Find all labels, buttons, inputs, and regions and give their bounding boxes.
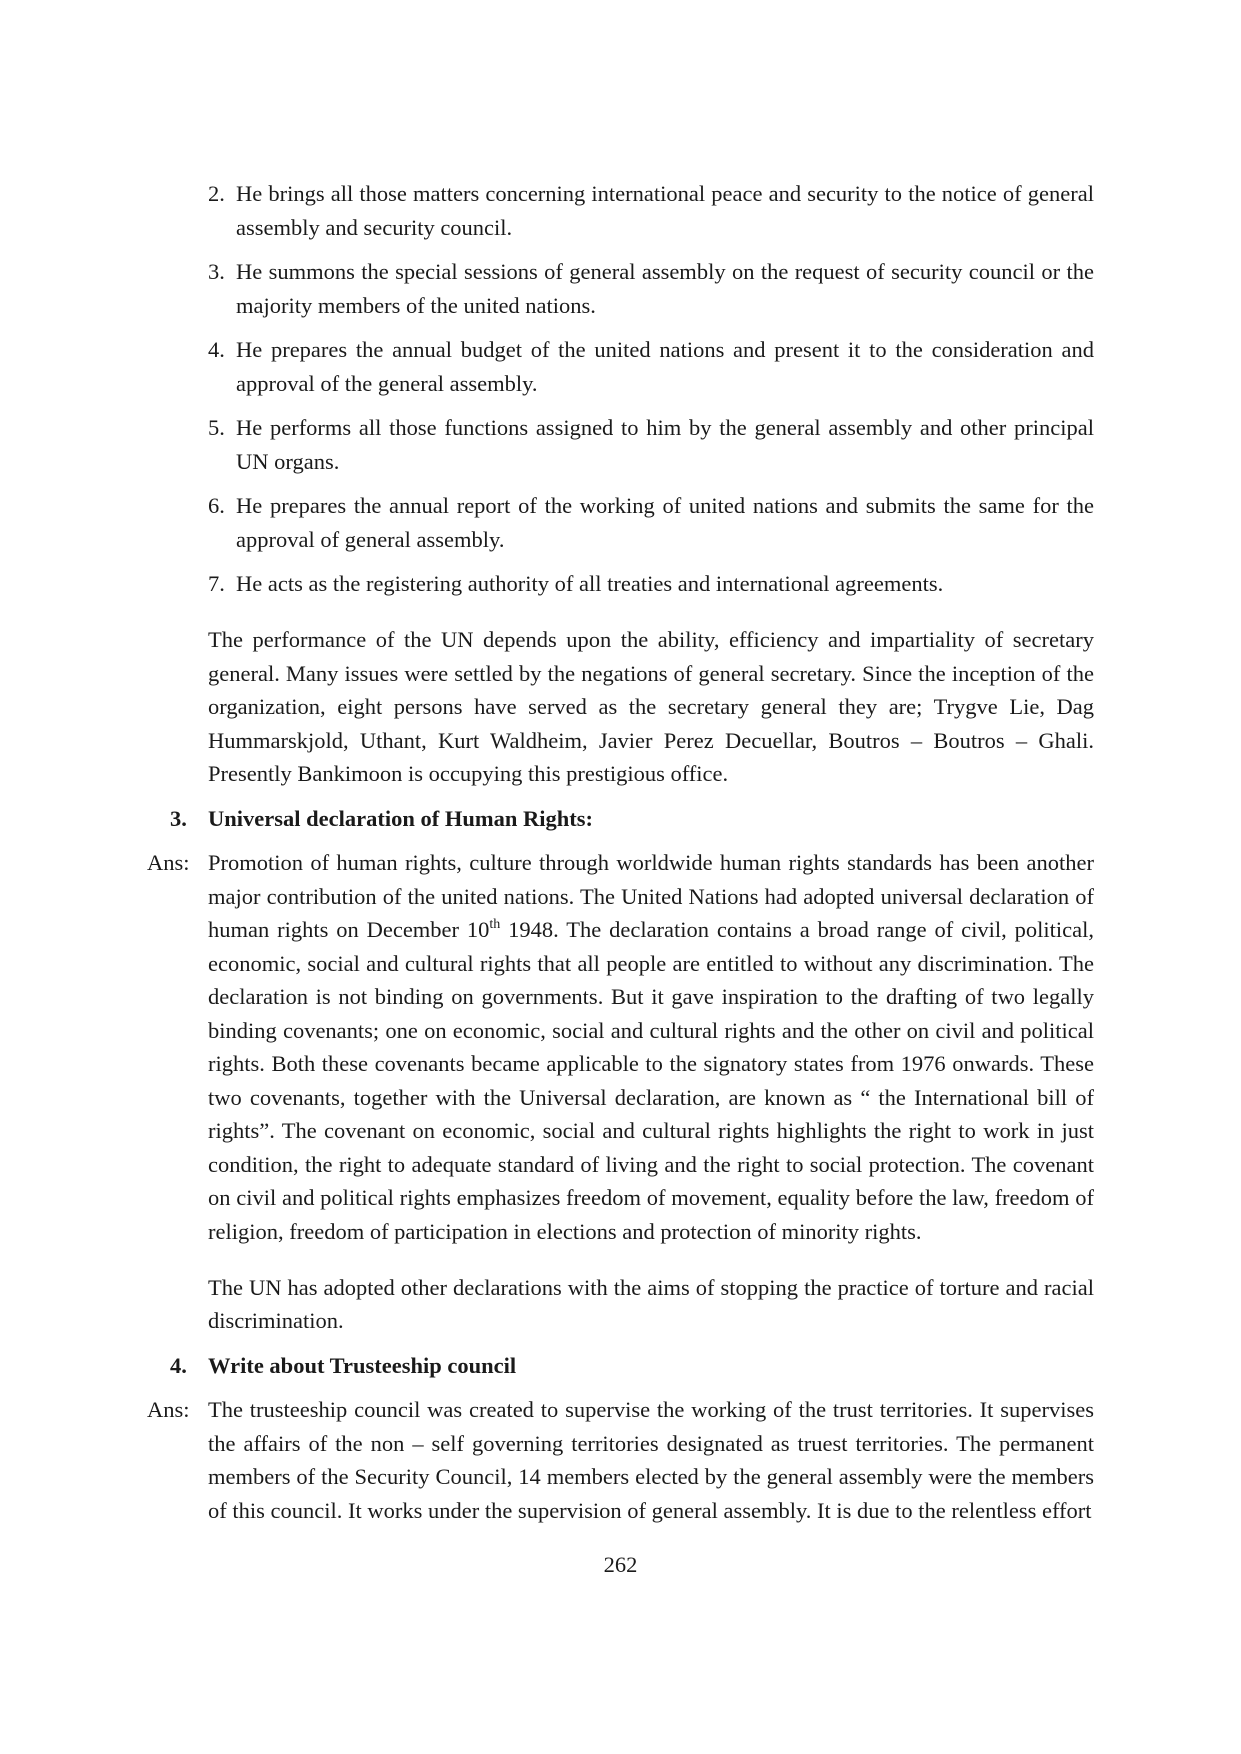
list-number: 7. (208, 571, 225, 596)
question-title: Write about Trusteeship council (208, 1352, 517, 1378)
answer-text-part-2: 1948. The declaration contains a broad range of civil, political, economic, social and cultural rights that all people are entitled to without any discrimination. The declaration is not binding on governments. But it gave inspiration to the drafting of two legally binding covenants; one on economic, social and cultural rights and the other on civil and political rights. Both these covenants became applicable to the signatory states from 1976 onwards. These two covenants, together with the Universal declaration, are known as “ the International bill of rights”. The covenant on economic, social and cultural rights highlights the right to work in just condition, the right to adequate standard of living and the right to social protection. The covenant on civil and political rights emphasizes freedom of movement, equality before the law, freedom of religion, freedom of participation in elections and protection of minority rights. (208, 917, 1094, 1244)
answer-4 (147, 1393, 1094, 1527)
answer-label: Ans: (147, 1397, 190, 1422)
question-heading-3 (170, 802, 1094, 836)
page-content (0, 177, 1241, 1538)
answer-3-follow-up: The UN has adopted other declarations with the aims of stopping the practice of torture and racial discrimination. (208, 1274, 1094, 1333)
list-text: He prepares the annual report of the working of united nations and submits the same for the approval of general assembly. (236, 493, 1094, 552)
list-number: 6. (208, 493, 225, 518)
answer-text-part-1: Promotion of human rights, culture through worldwide human rights standards has been another major contribution of the united nations. The United Nations had adopted universal declaration of human rights on December 10 (208, 850, 1094, 942)
list-item-7 (208, 567, 1094, 601)
answer-text: The trusteeship council was created to supervise the working of the trust territories. It supervises the affairs of the non – self governing territories designated as truest territories. The permanent members of the Security Council, 14 members elected by the general assembly were the members of this council. It works under the supervision of general assembly. It is due to the relentless effort (208, 1397, 1094, 1523)
question-title: Universal declaration of Human Rights: (208, 805, 593, 831)
page-number: 262 (603, 1552, 638, 1577)
list-text: He performs all those functions assigned to him by the general assembly and other principal UN organs. (236, 415, 1094, 474)
list-text: He summons the special sessions of general assembly on the request of security council or the majority members of the united nations. (236, 259, 1094, 318)
list-text: He prepares the annual budget of the united nations and present it to the consideration and approval of the general assembly. (236, 337, 1094, 396)
list-item-5 (208, 411, 1094, 478)
list-item-4 (208, 333, 1094, 400)
question-number: 3. (170, 805, 187, 831)
answer-3 (147, 846, 1094, 1248)
list-number: 2. (208, 181, 225, 206)
question-number: 4. (170, 1352, 187, 1378)
ordinal-superscript: th (489, 917, 501, 932)
question-heading-4 (170, 1349, 1094, 1383)
list-number: 3. (208, 259, 225, 284)
list-number: 5. (208, 415, 225, 440)
answer-label: Ans: (147, 850, 190, 875)
list-text: He brings all those matters concerning international peace and security to the notice of general assembly and security council. (236, 181, 1094, 240)
list-item-6 (208, 489, 1094, 556)
list-item-2 (208, 177, 1094, 244)
list-number: 4. (208, 337, 225, 362)
list-text: He acts as the registering authority of all treaties and international agreements. (236, 571, 944, 596)
secretary-general-paragraph: The performance of the UN depends upon the ability, efficiency and impartiality of secretary general. Many issues were settled by the negations of general secretary. Since the inception of the organization, eight persons have served as the secretary general they are; Trygve Lie, Dag Hummarskjold, Uthant, Kurt Waldheim, Javier Perez Decuellar, Boutros – Boutros – Ghali. Presently Bankimoon is occupying this prestigious office. (208, 627, 1094, 786)
list-item-3 (208, 255, 1094, 322)
